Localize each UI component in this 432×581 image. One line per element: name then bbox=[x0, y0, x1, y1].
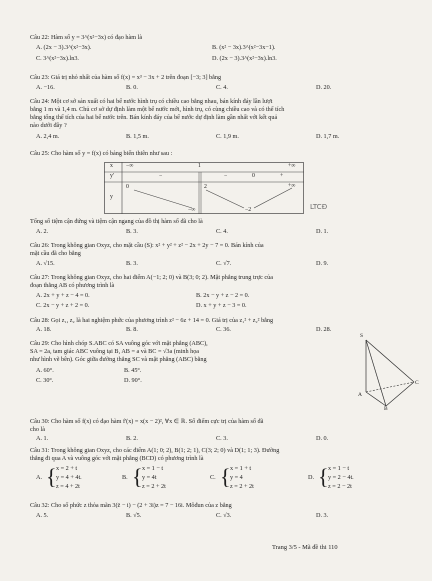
q25-option-c: C. 4. bbox=[216, 228, 228, 235]
pyramid-figure bbox=[360, 336, 420, 412]
tbl-yprime-4: + bbox=[280, 173, 284, 179]
q30-option-a: A. 1. bbox=[36, 435, 49, 442]
q22-option-c: C. 3^(x²−3x).ln3. bbox=[36, 55, 79, 62]
q29-line3: như hình vẽ bên). Góc giữa đường thẳng SC và mặt phẳng (ABC) bằng bbox=[30, 356, 207, 363]
q25-after: Tổng số tiệm cận đứng và tiệm cận ngang của đồ thị hàm số đã cho là bbox=[30, 218, 203, 225]
q24-option-a: A. 2,4 m. bbox=[36, 133, 60, 140]
q29-option-d: D. 90°. bbox=[124, 377, 142, 384]
q29-option-b: B. 45°. bbox=[124, 367, 142, 374]
q25-option-b: B. 3. bbox=[126, 228, 138, 235]
q24-line4: nào dưới đây ? bbox=[30, 122, 67, 129]
tbl-y-0: 0 bbox=[126, 184, 129, 190]
tbl-y-label: y bbox=[110, 194, 113, 200]
page-footer: Trang 3/5 - Mã đề thi 110 bbox=[272, 544, 338, 551]
q25-option-a: A. 2. bbox=[36, 228, 49, 235]
fig-label-a: A bbox=[358, 392, 362, 398]
q28-stem: Câu 28: Gọi z₁, z₂ là hai nghiệm phức của phương trình z² − 6z + 14 = 0. Giá trị của z₁² + z₂² bằng bbox=[30, 317, 274, 324]
q27-option-b: B. 2x − y + z − 2 = 0. bbox=[196, 292, 250, 299]
q24-line2: bằng 1 m và 1,4 m. Chủ cơ sở dự định làm một bể nước mới, hình trụ, có cùng chiều cao và có thể tích bbox=[30, 106, 285, 113]
fig-label-s: S bbox=[360, 333, 364, 339]
q27-stem2: đoạn thẳng AB có phương trình là bbox=[30, 282, 115, 289]
q31-stem: Câu 31: Trong không gian Oxyz, cho các điểm A(1; 0; 2), B(1; 2; 1), C(3; 2; 0) và D(1; 1; 3). Đường bbox=[30, 447, 280, 454]
tbl-y-minus-inf: −∞ bbox=[188, 207, 196, 213]
q24-line1: Câu 24: Một cơ sở sản xuất có hai bể nước hình trụ có chiều cao bằng nhau, bán kính đáy lần lượt bbox=[30, 98, 273, 105]
q28-option-b: B. 8. bbox=[126, 326, 138, 333]
q23-stem: Câu 23: Giá trị nhỏ nhất của hàm số f(x) = x³ − 3x + 2 trên đoạn [−3; 3] bằng bbox=[30, 74, 222, 81]
tbl-x-plus-inf: +∞ bbox=[288, 163, 296, 169]
q26-option-a: A. √15. bbox=[36, 260, 55, 267]
q28-option-d: D. 28. bbox=[316, 326, 332, 333]
q28-option-c: C. 36. bbox=[216, 326, 231, 333]
tbl-x-label: x bbox=[110, 163, 113, 169]
q24-option-d: D. 1,7 m. bbox=[316, 133, 340, 140]
q30-option-b: B. 2. bbox=[126, 435, 138, 442]
fig-label-b: B bbox=[384, 406, 388, 412]
q29-line2: SA = 2a, tam giác ABC vuông tại B, AB = a và BC = √3a (minh họa bbox=[30, 348, 200, 355]
handwritten-note: LTCĐ bbox=[310, 203, 328, 211]
q23-option-a: A. −16. bbox=[36, 84, 55, 91]
q23-option-c: C. 4. bbox=[216, 84, 228, 91]
tbl-x-minus-inf: −∞ bbox=[126, 163, 134, 169]
q24-option-c: C. 1,9 m. bbox=[216, 133, 239, 140]
tbl-yprime-label: y' bbox=[110, 173, 114, 179]
q22-option-a: A. (2x − 3).3^(x²−3x). bbox=[36, 44, 92, 51]
q25-stem: Câu 25: Cho hàm số y = f(x) có bảng biến thiên như sau : bbox=[30, 150, 173, 157]
q26-option-b: B. 3. bbox=[126, 260, 138, 267]
q27-option-d: D. x + y + z − 3 = 0. bbox=[196, 302, 247, 309]
q22-stem: Câu 22: Hàm số y = 3^(x²−3x) có đạo hàm là bbox=[30, 34, 143, 41]
tbl-y-minus-2: −2 bbox=[245, 207, 252, 213]
q23-option-d: D. 20. bbox=[316, 84, 332, 91]
q24-line3: bằng tổng thể tích của hai bể nước trên. Bán kính đáy của bể nước dự định làm gần nhất với kết quả bbox=[30, 114, 278, 121]
q32-option-b: B. √5. bbox=[126, 512, 142, 519]
q26-stem2: mặt cầu đã cho bằng bbox=[30, 250, 81, 257]
tbl-y-2: 2 bbox=[204, 184, 207, 190]
q32-option-a: A. 5. bbox=[36, 512, 49, 519]
tbl-yprime-2: − bbox=[224, 173, 228, 179]
tbl-yprime-1: − bbox=[159, 173, 163, 179]
q31-stem2: thẳng đi qua A và vuông góc với mặt phẳng (BCD) có phương trình là bbox=[30, 455, 204, 462]
q26-option-d: D. 9. bbox=[316, 260, 329, 267]
tbl-x-1: 1 bbox=[198, 163, 201, 169]
q23-option-b: B. 0. bbox=[126, 84, 138, 91]
fig-label-c: C bbox=[415, 380, 419, 386]
q24-option-b: B. 1,5 m. bbox=[126, 133, 149, 140]
q28-option-a: A. 18. bbox=[36, 326, 52, 333]
q22-option-b: B. (x² − 3x).3^(x²−3x−1). bbox=[212, 44, 276, 51]
tbl-yprime-3: 0 bbox=[252, 173, 255, 179]
q27-option-a: A. 2x + y + z − 4 = 0. bbox=[36, 292, 90, 299]
q27-stem: Câu 27: Trong không gian Oxyz, cho hai điểm A(−1; 2; 0) và B(3; 0; 2). Mặt phẳng trung trực của bbox=[30, 274, 273, 281]
tbl-y-plus-inf: +∞ bbox=[288, 183, 296, 189]
q32-stem: Câu 32: Cho số phức z thỏa mãn 3(z̄ − i) − (2 + 3i)z = 7 − 16i. Môđun của z bằng bbox=[30, 502, 232, 509]
q29-line1: Câu 29: Cho hình chóp S.ABC có SA vuông góc với mặt phẳng (ABC), bbox=[30, 340, 208, 347]
q30-stem: Câu 30: Cho hàm số f(x) có đạo hàm f'(x) = x(x − 2)², ∀x ∈ ℝ. Số điểm cực trị của hàm số đã bbox=[30, 418, 264, 425]
q30-option-c: C. 3. bbox=[216, 435, 228, 442]
q32-option-d: D. 3. bbox=[316, 512, 329, 519]
exam-page: Câu 22: Hàm số y = 3^(x²−3x) có đạo hàm là A. (2x − 3).3^(x²−3x). B. (x² − 3x).3^(x²−3x−1). C. 3^(x²−3x).ln3. D. (2x − 3).3^(x²−3x).ln3. Câu 23: Giá trị nhỏ nhất của hàm số f(x) = x³ − 3x + 2 trên đoạn [−3; 3] bằng A. −16. B. 0. C. 4. D. 20. Câu 24: Một cơ sở sản xuất có hai bể nước hình trụ có chiều cao bằng nhau, bán kính đáy lần lượt bằng 1 m và 1,4 m. Chủ cơ sở dự định làm một bể nước mới, hình trụ, có cùng chiều cao và có thể tích bằng tổng thể tích của hai bể nước trên. Bán kính đáy của bể nước dự định làm gần nhất với kết quả nào dưới đây ? A. 2,4 m. B. 1,5 m. C. 1,9 m. D. 1,7 m. Câu 25: Cho hàm số y = f(x) có bảng biến thiên như sau : x −∞ 1 +∞ y' − − 0 + y 0 2 +∞ −∞ −2 LTCĐ Tổng số tiệm cận đứng và tiệm cận ngang của đồ thị hàm số đã cho là A. 2. B. 3. C. 4. D. 1. Câu 26: Trong không gian Oxyz, cho mặt cầu (S): x² + y² + z² − 2x + 2y − 7 = 0. Bán kính của mặt cầu đã cho bằng A. √15. B. 3. C. √7. D. 9. Câu 27: Trong không gian Oxyz, cho hai điểm A(−1; 2; 0) và B(3; 0; 2). Mặt phẳng trung trực của đoạn thẳng AB có phương trình là A. 2x + y + z − 4 = 0. B. 2x − y + z − 2 = 0. C. 2x − y + z + 2 = 0. D. x + y + z − 3 = 0. Câu 28: Gọi z₁, z₂ là hai nghiệm phức của phương trình z² − 6z + 14 = 0. Giá trị của z₁² + z₂² bằng A. 18. B. 8. C. 36. D. 28. Câu 29: Cho hình chóp S.ABC có SA vuông góc với mặt phẳng (ABC), SA = 2a, tam giác ABC vuông tại B, AB = a và BC = √3a (minh họa như hình vẽ bên). Góc giữa đường thẳng SC và mặt phẳng (ABC) bằng A. 60°. B. 45°. C. 30°. D. 90°. S A B C Câu 30: Cho hàm số f(x) có đạo hàm f'(x) = x(x − 2)², ∀x ∈ ℝ. Số điểm cực trị của hàm số đã cho là A. 1. B. 2. C. 3. D. 0. Câu 31: Trong không gian Oxyz, cho các điểm A(1; 0; 2), B(1; 2; 1), C(3; 2; 0) và D(1; 1; 3). Đường thẳng đi qua A và vuông góc với mặt phẳng (BCD) có phương trình là A. { x = 2 + t y = 4 + 4t. z = 4 + 2t B. { x = 1 − t y = 4t z = 2 + 2t C. { x = 1 + t y = 4 z = 2 + 2t D. { x = 1 − t y = 2 − 4t. z = 2 − 2t Câu 32: Cho số phức z thỏa mãn 3(z̄ − i) − (2 + 3i)z = 7 − 16i. Môđun của z bằng A. 5. B. √5. C. √3. D. 3. Trang 3/5 - Mã đề thi 110 bbox=[30, 34, 419, 551]
q29-option-a: A. 60°. bbox=[36, 367, 54, 374]
q25-option-d: D. 1. bbox=[316, 228, 329, 235]
q29-option-c: C. 30°. bbox=[36, 377, 54, 384]
variation-table-labels bbox=[104, 162, 304, 214]
q30-option-d: D. 0. bbox=[316, 435, 329, 442]
q27-option-c: C. 2x − y + z + 2 = 0. bbox=[36, 302, 90, 309]
q30-stem2: cho là bbox=[30, 426, 45, 433]
q22-option-d: D. (2x − 3).3^(x²−3x).ln3. bbox=[212, 55, 277, 62]
q26-option-c: C. √7. bbox=[216, 260, 232, 267]
q26-stem: Câu 26: Trong không gian Oxyz, cho mặt cầu (S): x² + y² + z² − 2x + 2y − 7 = 0. Bán kính của bbox=[30, 242, 264, 249]
q32-option-c: C. √3. bbox=[216, 512, 232, 519]
